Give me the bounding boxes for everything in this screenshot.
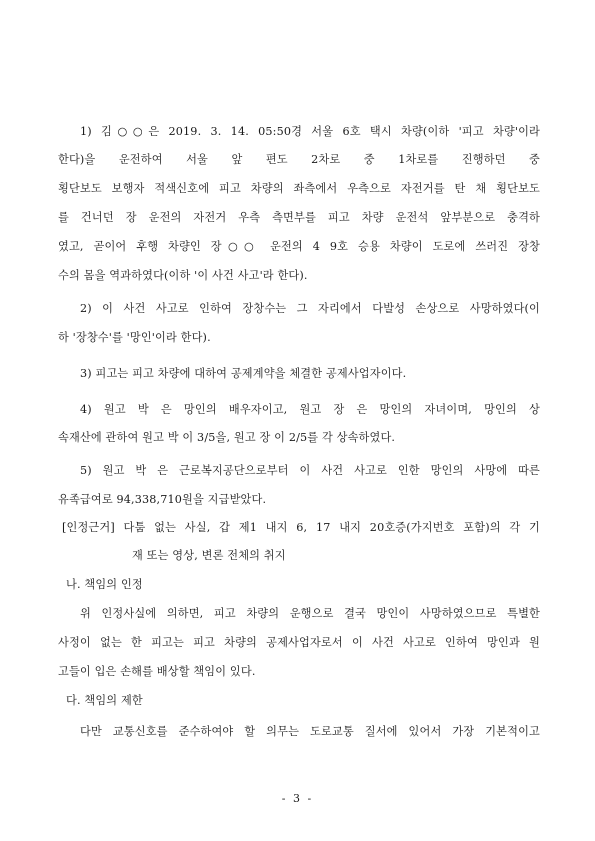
fact-1-line-4: 를 건너던 장 운전의 자전거 우측 측면부를 피고 차량 운전석 앞부분으로 충격하 [58,211,540,224]
fact-4-line-2: 속재산에 관하여 원고 박 이 3/5을, 원고 장 이 2/5를 각 상속하였다. [58,431,396,444]
section-da-heading: 다. 책임의 제한 [66,694,143,707]
page-number: - 3 - [281,792,314,805]
fact-1-line-6: 수의 몸을 역과하였다(이하 '이 사건 사고'라 한다). [58,269,308,282]
fact-1-line-5: 였고, 곧이어 후행 차량인 장○○ 운전의 4 9호 승용 차량이 도로에 쓰러진 장창 [58,240,540,253]
section-na-line-1: 위 인정사실에 의하면, 피고 차량의 운행으로 결국 망인이 사망하였으므로 특별한 [80,607,540,620]
fact-1-line-3: 횡단보도 보행자 적색신호에 피고 차량의 좌측에서 우측으로 자전거를 탄 채 횡단보도 [58,182,540,195]
fact-2-line-1: 2) 이 사건 사고로 인하여 장창수는 그 자리에서 다발성 손상으로 사망하였다(이 [80,302,540,315]
fact-4-line-1: 4) 원고 박 은 망인의 배우자이고, 원고 장 은 망인의 자녀이며, 망인의 상 [80,403,540,416]
fact-2-line-2: 하 '장창수'를 '망인'이라 한다). [58,331,211,344]
fact-5-line-2: 유족급여로 94,338,710원을 지급받았다. [58,493,267,506]
section-na-heading: 나. 책임의 인정 [66,578,143,591]
basis-line-1: [인정근거] 다툼 없는 사실, 갑 제1 내지 6, 17 내지 20호증(가지번호 포함)의 각 기 [62,521,540,534]
fact-1-line-1: 1) 김○○은 2019. 3. 14. 05:50경 서울 6호 택시 차량(이하 '피고 차량'이라 [80,125,540,138]
section-na-line-3: 고들이 입은 손해를 배상할 책임이 있다. [58,665,256,678]
basis-line-2: 재 또는 영상, 변론 전체의 취지 [132,549,286,562]
fact-1-line-2: 한다)을 운전하여 서울 앞 편도 2차로 중 1차로를 진행하던 중 [58,153,540,166]
section-na-line-2: 사정이 없는 한 피고는 피고 차량의 공제사업자로서 이 사건 사고로 인하여 망인과 원 [58,636,540,649]
fact-5-line-1: 5) 원고 박 은 근로복지공단으로부터 이 사건 사고로 인한 망인의 사망에 따른 [80,464,540,477]
fact-3-line-1: 3) 피고는 피고 차량에 대하여 공제계약을 체결한 공제사업자이다. [80,367,407,380]
section-da-line-1: 다만 교통신호를 준수하여야 할 의무는 도로교통 질서에 있어서 가장 기본적이고 [80,725,540,738]
